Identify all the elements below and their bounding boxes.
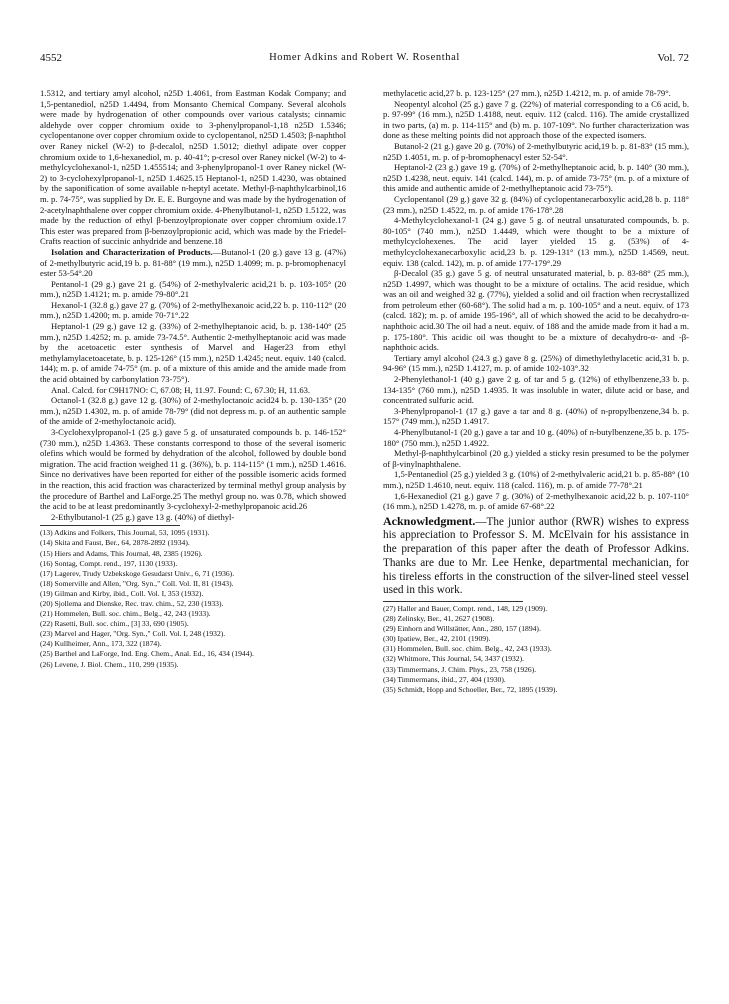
footnote-item: (13) Adkins and Folkers, This Journal, 53, 1095 (1931).: [40, 528, 210, 538]
footnote-item: (35) Schmidt, Hopp and Schoeller, Ber., 72, 1895 (1939).: [383, 684, 558, 694]
footnote-item: (26) Levene, J. Biol. Chem., 110, 299 (1935).: [40, 659, 179, 669]
paragraph-text: Hexanol-1 (32.8 g.) gave 27 g. (70%) of 2-methylhexanoic acid,22 b. p. 110-112° (20 mm.), n25D 1.4200; m. p. amide 70-71°.22: [40, 299, 346, 321]
paragraph: [383, 491, 689, 512]
paragraph: [383, 448, 689, 469]
footnote-divider-right: [383, 601, 523, 602]
paragraph: [383, 162, 689, 194]
left-column: [40, 88, 346, 670]
left-footnotes: [40, 528, 346, 669]
left-body-text: [40, 88, 346, 522]
acknowledgment-section: [383, 515, 689, 598]
paragraph: [383, 194, 689, 215]
paragraph: [40, 247, 346, 279]
footnote-item: (21) Hommelen, Bull. soc. chim., Belg., 42, 243 (1933).: [40, 609, 211, 619]
paragraph: [383, 353, 689, 374]
paragraph-text: Methyl-β-naphthylcarbinol (20 g.) yielded a sticky resin presumed to be the polymer of β-vinylnaphthalene.: [383, 448, 689, 469]
paragraph: [40, 512, 346, 523]
footnote-item: (17) Lagerev, Trudy Uzbekskoge Gesudarst Univ., 6, 71 (1936).: [40, 568, 235, 578]
paragraph-text: 4-Methylcyclohexanol-1 (24 g.) gave 5 g. of neutral unsaturated compounds, b. p. 80-105° (740 mm.), n25D 1.4449, which were thought to be a mixture of methylcyclohexenes. The acid layer yielded 15 g. (53%) of 4-methylcyclohexanecarboxylic acid,23 b. p. 129-131° (13 mm.), n25D 1.4569, neut. equiv. 138 (calcd. 142), m. p. of amide 177-179°.29: [383, 215, 689, 268]
paragraph-text: Heptanol-2 (23 g.) gave 19 g. (70%) of 2-methylheptanoic acid, b. p. 140° (30 mm.), n25D 1.4238, neut. equiv. 141 (calcd. 144), m. p. of amide 73-75° (m. p. of a mixture of this amide and authentic amide of 2-methylheptanoic acid 73-75°).: [383, 162, 689, 194]
footnote-item: (16) Sontag, Compt. rend., 197, 1130 (1933).: [40, 558, 178, 568]
footnote-item: (15) Hiers and Adams, This Journal, 48, 2385 (1926).: [40, 548, 203, 558]
footnote-item: (34) Timmermans, ibid., 27, 404 (1930).: [383, 674, 506, 684]
footnote-item: (28) Zelinsky, Ber., 41, 2627 (1908).: [383, 614, 495, 624]
paragraph: [40, 427, 346, 512]
paragraph-text: —Butanol-1 (20 g.) gave 13 g. (47%) of 2-methylbutyric acid,19 b. p. 81-88° (19 mm.), n25D 1.4099; m. p. p-bromophenacyl ester 53-54°.20: [40, 246, 347, 279]
footnote-item: (22) Rasetti, Bull. soc. chim., [3] 33, 690 (1905).: [40, 619, 189, 629]
paragraph: [383, 427, 689, 448]
paragraph-text: β-Decalol (35 g.) gave 5 g. of neutral unsaturated material, b. p. 83-88° (25 mm.), n25D 1.4997, which was thought to be a mixture of octalins. The acid residue, which was an oil and weighed 32 g. (77%), yielded a solid and oil fraction when recrystallized from petroleum ether (60-68°). The solid had a m. p. 100-105° and a neut. equiv. of 173 (calcd. 182); m. p. of amide 195-196°, all of which showed the acid to be decahydro-α-naphthoic acid.30 The oil had a neut. equiv. of 188 and the amide made from it had a m. p. 175-180°. This acidic oil was thought to be a mixture of decahydro-α- and -β-naphthoic acids.: [383, 268, 689, 353]
footnote-item: (24) Kullheimer, Ann., 173, 322 (1874).: [40, 639, 162, 649]
paragraph: [383, 469, 689, 490]
paragraph-text: Pentanol-1 (29 g.) gave 21 g. (54%) of 2-methylvaleric acid,21 b. p. 103-105° (20 mm.), n25D 1.4121; m. p. amide 79-80°.21: [40, 278, 346, 300]
footnote-item: (33) Timmermans, J. Chim. Phys., 23, 758 (1926).: [383, 664, 537, 674]
running-title-authors: Homer Adkins and Robert W. Rosenthal: [269, 52, 460, 63]
paragraph: [40, 395, 346, 427]
footnote-item: (20) Sjollema and Dienske, Rec. trav. chim., 52, 230 (1933).: [40, 599, 224, 608]
paragraph-text: Octanol-1 (32.8 g.) gave 12 g. (30%) of 2-methyloctanoic acid24 b. p. 130-135° (20 mm.), n25D 1.4302, m. p. of amide 78-79° (did not depress m. p. of an authentic sample of the amide of 2-methyloctanoic acid).: [40, 395, 346, 427]
acknowledgment-heading: Acknowledgment.: [383, 513, 476, 528]
paragraph-text: Heptanol-1 (29 g.) gave 12 g. (33%) of 2-methylheptanoic acid, b. p. 138-140° (25 mm.), n25D 1.4252; m. p. amide 73-74.5°. Authentic 2-methylheptanoic acid was made by the acetoacetic ester synthesis of Marvel and Hager23 from ethyl methylamylacetoacetate, b. p. 125-126° (15 mm.), n25D 1.4245; neut. equiv. 140 (calcd. 144); m. p. of amide 74-75° (m. p. of a mixture of this amide and the amide made from the acid obtained by carbonylation 73-75°).: [40, 321, 346, 385]
paragraph: [383, 374, 689, 406]
footnote-item: (31) Hommelen, Bull. soc. chim. Belg., 42, 243 (1933).: [383, 644, 552, 654]
right-body-text: [383, 88, 689, 512]
paragraph: [383, 88, 689, 99]
section-heading: Isolation and Characterization of Products.: [51, 246, 213, 257]
paragraph-text: Anal. Calcd. for C9H17NO: C, 67.08; H, 11.97. Found: C, 67.30; H, 11.63.: [51, 384, 311, 395]
paragraph: [40, 279, 346, 300]
paragraph-text: 3-Phenylpropanol-1 (17 g.) gave a tar and 8 g. (40%) of n-propylbenzene,34 b. p. 157° (749 mm.), n25D 1.4917.: [383, 405, 689, 427]
page-number: 4552: [40, 52, 62, 64]
footnote-item: (19) Gilman and Kirby, ibid., Coll. Vol. I, 353 (1932).: [40, 588, 204, 598]
footnote-item: (18) Somerville and Allen, "Org. Syn.," Coll. Vol. II, 81 (1943).: [40, 578, 234, 588]
footnote-item: (30) Ipatiew, Ber., 42, 2101 (1909).: [383, 634, 491, 644]
footnote-item: (14) Skita and Faust, Ber., 64, 2878-2892 (1934).: [40, 538, 190, 548]
paragraph-text: 2-Ethylbutanol-1 (25 g.) gave 13 g. (40%) of diethyl-: [51, 511, 235, 522]
paragraph: [40, 88, 346, 247]
paragraph-text: 4-Phenylbutanol-1 (20 g.) gave a tar and 10 g. (40%) of n-butylbenzene,35 b. p. 175-180° (750 mm.), n25D 1.4922.: [383, 427, 689, 448]
paragraph: [383, 406, 689, 427]
footnote-divider: [40, 525, 180, 526]
paragraph-text: 1,5-Pentanediol (25 g.) yielded 3 g. (10%) of 2-methylvaleric acid,21 b. p. 85-88° (10 mm.), n25D 1.4610, neut. equiv. 118 (calcd. 116), m. p. of amide 77-78°.21: [383, 469, 689, 490]
acknowledgment-text: —The junior author (RWR) wishes to express his appreciation to Professor S. M. McElvain for his assistance in the preparation of this paper after the death of Professor Adkins. Thanks are due to Mr. Lee Henke, departmental mechanician, for his tireless efforts in the construction of the silver-lined steel vessel used in this work.: [383, 515, 689, 597]
paragraph: [40, 300, 346, 321]
paragraph-text: Tertiary amyl alcohol (24.3 g.) gave 8 g. (25%) of dimethylethylacetic acid,31 b. p. 94-96° (15 mm.), n25D 1.4127, m. p. of amide 102-103°.32: [383, 352, 689, 374]
paragraph-text: 1,6-Hexanediol (21 g.) gave 7 g. (30%) of 2-methylhexanoic acid,22 b. p. 107-110° (16 mm.), n25D 1.4278, m. p. of amide 67-68°.22: [383, 490, 689, 512]
paragraph-text: 3-Cyclohexylpropanol-1 (25 g.) gave 5 g. of unsaturated compounds b. p. 146-152° (730 mm.), n25D 1.4363. These constants correspond to those of the several isomeric olefins which would be formed by dehydration of the alcohol, followed by double bond migration. The acid fraction weighed 11 g. (36%), b. p. 114-115° (1 mm.), n25D 1.4616. Since no derivatives have been reported for either of the possible isomeric acids formed in the reaction, this acid fraction was characterized by terminal methyl group analysis by the procedure of Barthel and LaForge.25 The methyl group no. was 0.78, which showed the acid to be at least predominantly 3-cyclohexyl-2-methylpropanoic acid.26: [40, 427, 346, 512]
right-footnotes: [383, 604, 689, 695]
paragraph-text: methylacetic acid,27 b. p. 123-125° (27 mm.), n25D 1.4212, m. p. of amide 78-79°.: [383, 88, 671, 98]
footnote-item: (32) Whitmore, This Journal, 54, 3437 (1932).: [383, 654, 525, 664]
paragraph-text: Butanol-2 (21 g.) gave 20 g. (70%) of 2-methylbutyric acid,19 b. p. 81-83° (15 mm.), n25D 1.4051, m. p. of p-bromophenacyl ester 52-54°.: [383, 140, 689, 162]
paragraph-text: 2-Phenylethanol-1 (40 g.) gave 2 g. of tar and 5 g. (12%) of ethylbenzene,33 b. p. 134-135° (760 mm.), n25D 1.4935. It was insoluble in water, dilute acid or base, and concentrated sulfuric acid.: [383, 374, 689, 406]
paragraph: [383, 141, 689, 162]
paragraph: [383, 99, 689, 141]
paragraph: [383, 268, 689, 353]
paragraph-text: Cyclopentanol (29 g.) gave 32 g. (84%) of cyclopentanecarboxylic acid,28 b. p. 118° (23 mm.), n25D 1.4522, m. p. of amide 176-178°.28: [383, 193, 689, 215]
volume-label: Vol. 72: [657, 52, 689, 64]
paragraph-text: Neopentyl alcohol (25 g.) gave 7 g. (22%) of material corresponding to a C6 acid, b. p. 97-99° (16 mm.), n25D 1.4188, neut. equiv. 112 (calcd. 116). The amide crystallized in two parts, (a) m. p. 114-115° and (b) m. p. 107-109°. No further characterization was done as these melting points did not approach those of the expected isomers.: [383, 98, 689, 141]
paragraph: [383, 215, 689, 268]
footnote-item: (23) Marvel and Hager, "Org. Syn.," Coll. Vol. I, 248 (1932).: [40, 629, 226, 639]
paragraph: [40, 385, 346, 396]
right-column: [383, 88, 689, 695]
running-header: [40, 52, 689, 66]
footnote-item: (29) Einhorn and Willstätter, Ann., 280, 157 (1894).: [383, 624, 541, 634]
footnote-item: (27) Haller and Bauer, Compt. rend., 148, 129 (1909).: [383, 603, 548, 613]
footnote-item: (25) Barthel and LaForge, Ind. Eng. Chem., Anal. Ed., 16, 434 (1944).: [40, 649, 254, 659]
paragraph: [40, 321, 346, 385]
paragraph-text: 1.5312, and tertiary amyl alcohol, n25D 1.4061, from Eastman Kodak Company; and 1,5-pentanediol, n25D 1.4494, from Monsanto Chemical Company. Several alcohols were made by hydrogenation of other compounds over various catalysts; cinnamic aldehyde over copper chromium oxide to 3-phenylpropanol-1,18 n25D 1.5346; cyclopentanone over copper chromium oxide to cyclopentanol, n25D 1.4503; β-naphthol over Raney nickel (W-2) to β-decalol, n25D 1.5012; diethyl adipate over copper chromium oxide to 1,6-hexanediol, m. p. 40-41°; p-cresol over Raney nickel (W-2) to 4-methylcyclohexanol-1, n25D 1.455514; and 3-phenylpropanol-1 over Raney nickel (W-2) to 3-cyclohexylpropanol-1, n25D 1.4625.15 Heptanol-1, n25D 1.4230, was obtained by the saponification of some available n-heptyl acetate. Methyl-β-naphthylcarbinol,16 m. p. 74-75°, was supplied by Dr. E. E. Burgoyne and was made by the hydrogenation of 2-acetylnaphthalene over copper chromium oxide. 4-Phenylbutanol-1, n25D 1.5122, was made by the reduction of ethyl β-benzoylpropionate over copper chromium oxide.17 This ester was prepared from β-benzoylpropionic acid, which was made by the Friedel-Crafts reaction of succinic anhydride and benzene.18: [40, 88, 346, 247]
